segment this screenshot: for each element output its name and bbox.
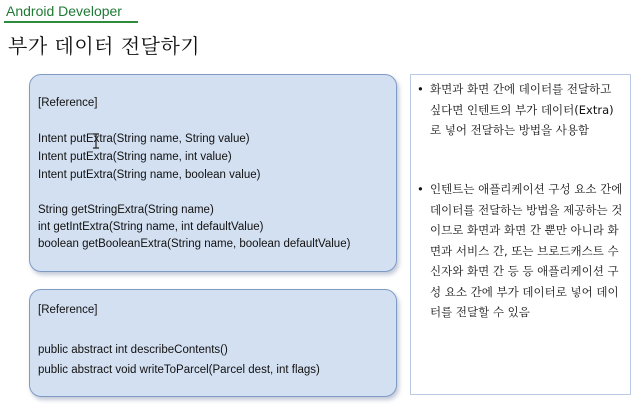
bullet-item bbox=[417, 179, 623, 323]
code-line-writetoparcel: public abstract void writeToParcel(Parcel dest, int flags) bbox=[38, 364, 320, 376]
bullet-text: 화면과 화면 간에 데이터를 전달하고 싶다면 인텐트의 부가 데이터(Extra)로 넣어 전달하는 방법을 사용함 bbox=[430, 82, 614, 137]
bullet-item bbox=[417, 79, 623, 141]
bullet-marker: • bbox=[417, 82, 424, 96]
code-line-putextra-string: Intent putExtra(String name, String value) bbox=[38, 133, 250, 145]
reference-heading: [Reference] bbox=[38, 97, 98, 109]
text-cursor-icon bbox=[92, 133, 100, 149]
bullet-marker: • bbox=[417, 182, 424, 196]
code-line-putextra-boolean: Intent putExtra(String name, boolean value) bbox=[38, 169, 261, 181]
page-title: 부가 데이터 전달하기 bbox=[8, 34, 201, 58]
code-line-describecontents: public abstract int describeContents() bbox=[38, 344, 228, 356]
reference-box-parcel bbox=[29, 289, 397, 397]
brand-underline bbox=[4, 21, 138, 23]
code-line-getintextra: int getIntExtra(String name, int defaultValue) bbox=[38, 221, 264, 233]
code-line-getstringextra: String getStringExtra(String name) bbox=[38, 204, 214, 216]
code-line-putextra-int: Intent putExtra(String name, int value) bbox=[38, 151, 232, 163]
bullet-text: 인텐트는 애플리케이션 구성 요소 간에 데이터를 전달하는 방법을 제공하는 것이므로 화면과 화면 간 뿐만 아니라 화면과 서비스 간, 또는 브로드캐스트 수신자와 화면 간 등 등 애플리케이션 구성 요소 간에 부가 데이터로 넣어 데이터를 전달할 수 있음 bbox=[430, 182, 623, 319]
explanation-panel bbox=[410, 74, 631, 395]
reference-box-intent bbox=[29, 74, 397, 272]
brand-label: Android Developer bbox=[6, 3, 122, 19]
code-line-getbooleanextra: boolean getBooleanExtra(String name, boolean defaultValue) bbox=[38, 238, 351, 250]
reference-heading: [Reference] bbox=[38, 304, 98, 316]
